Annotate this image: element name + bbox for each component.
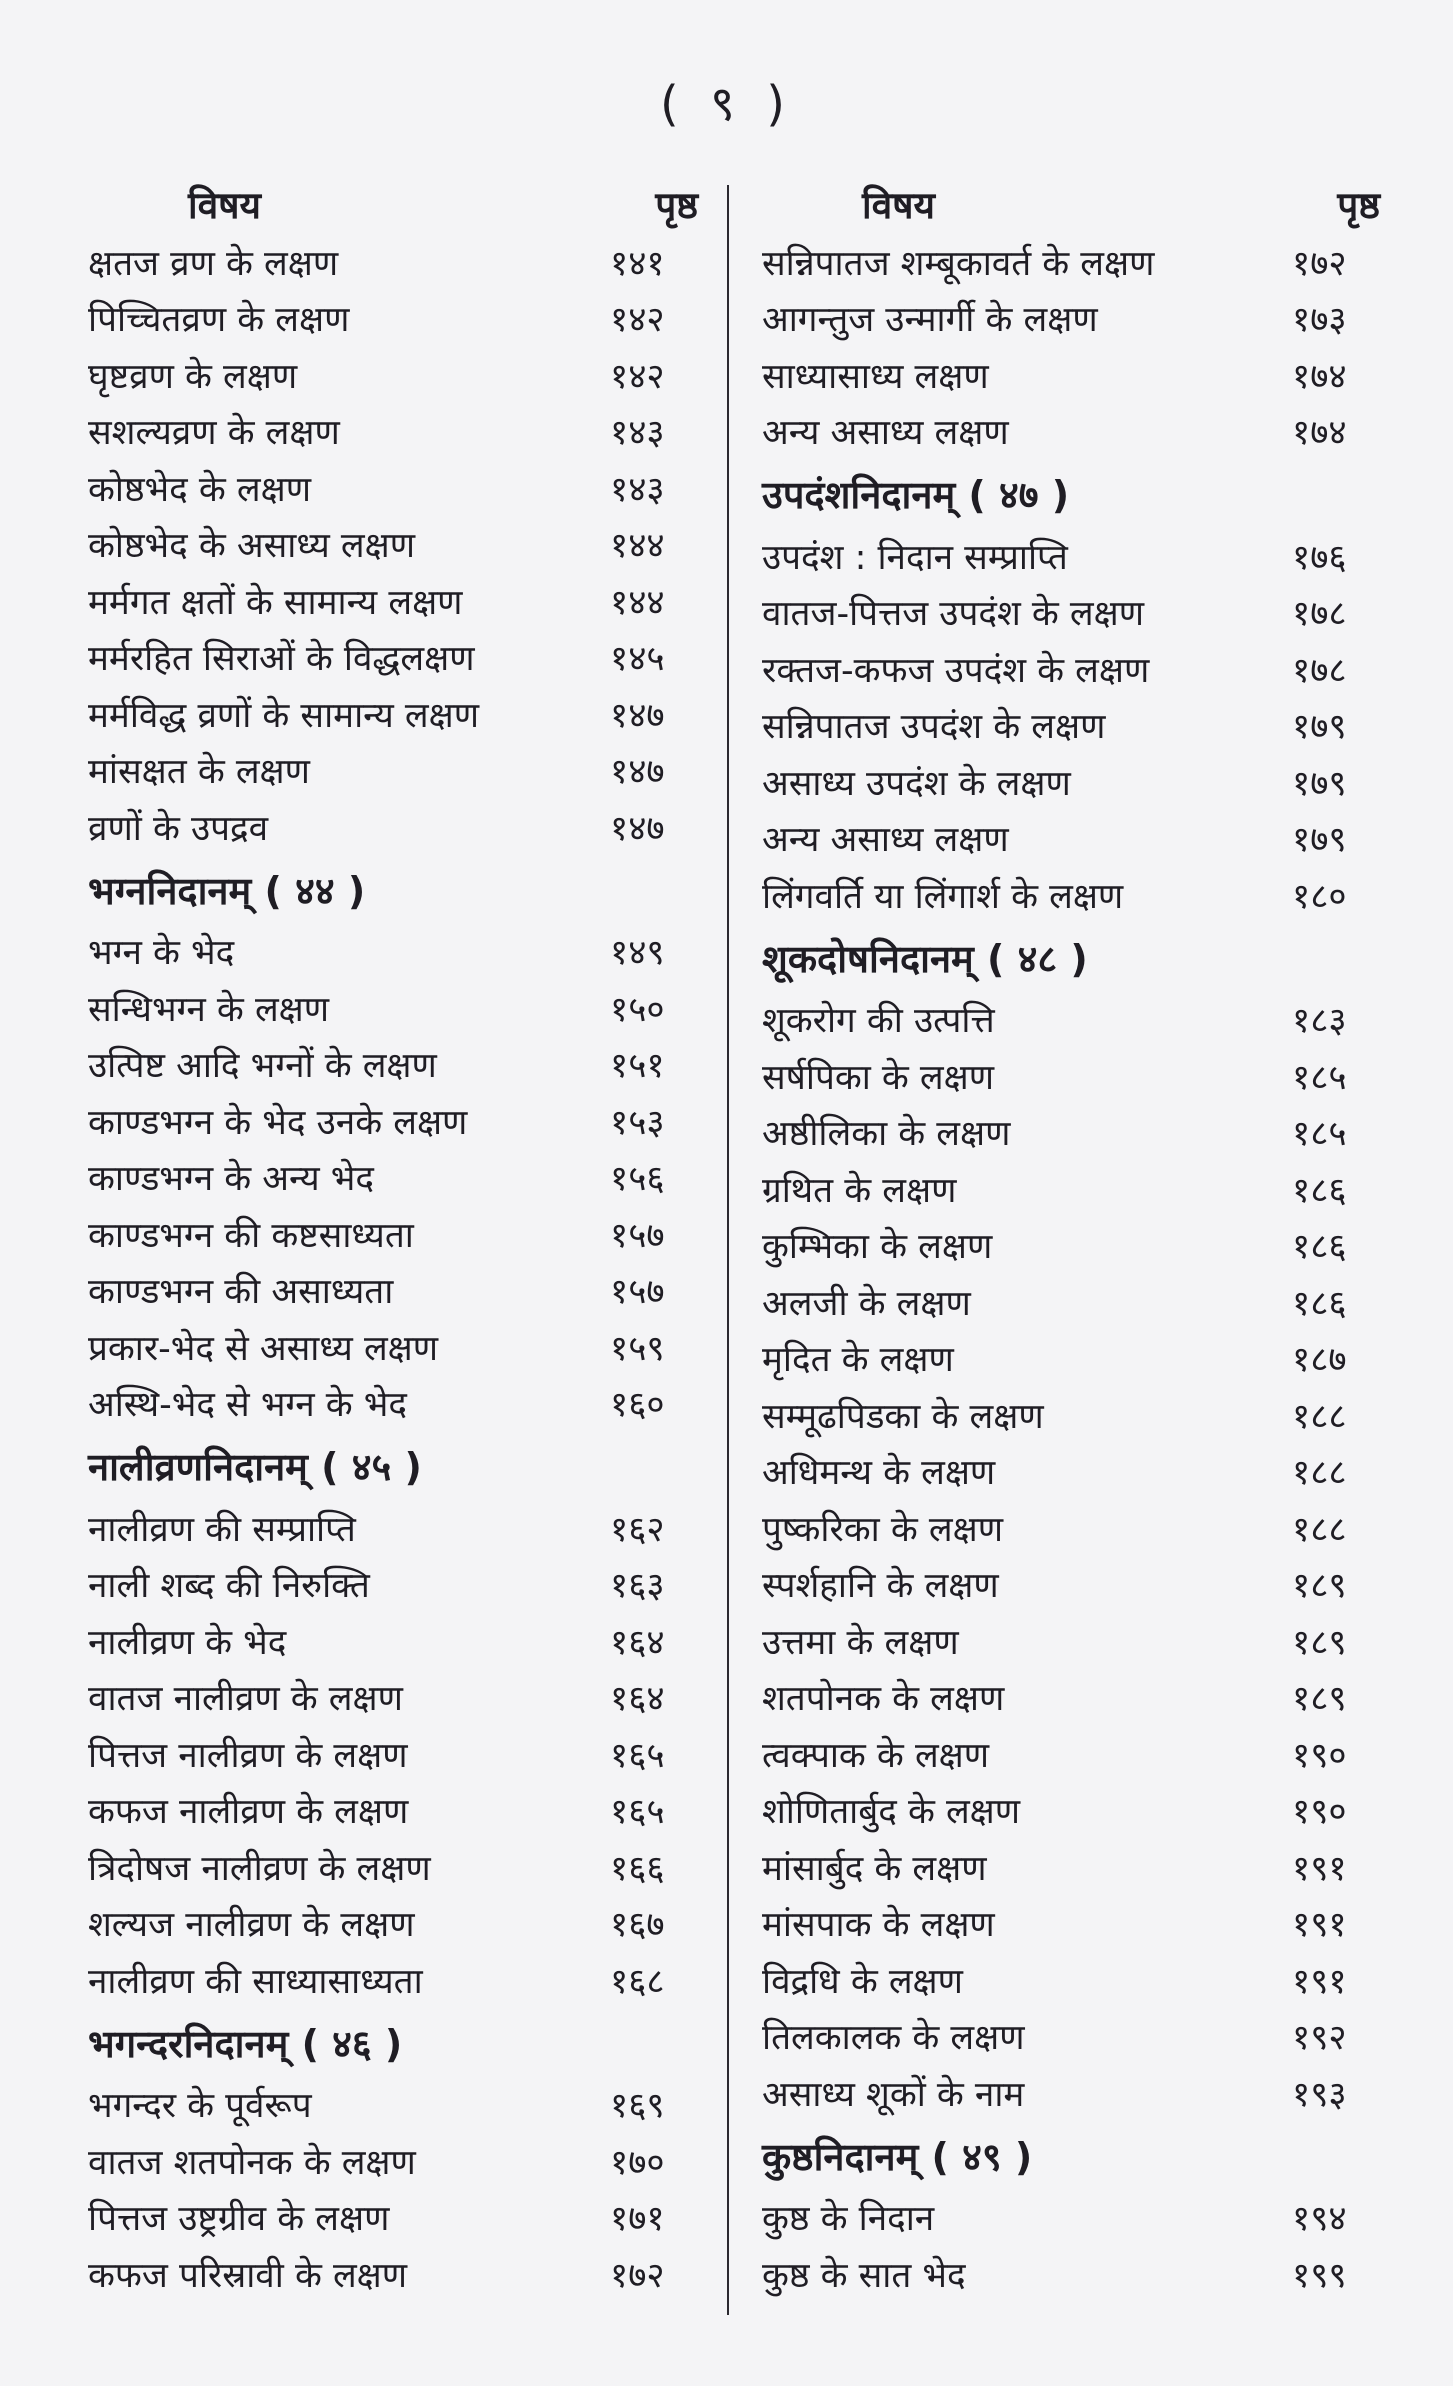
entry-title: मांसपाक के लक्षण [762,1905,995,1946]
contents-entry [88,1093,698,1150]
entry-title: त्वक्पाक के लक्षण [762,1735,990,1776]
entry-page-number: १४१ [610,243,665,284]
contents-entry [762,1500,1380,1557]
entry-title: नालीव्रण की सम्प्राप्ति [88,1509,356,1550]
entry-title: उपदंश : निदान सम्प्राप्ति [762,537,1068,578]
section-heading: कुष्ठनिदानम् ( ४९ ) [762,2134,1033,2179]
entry-title: आगन्तुज उन्मार्गी के लक्षण [762,300,1098,341]
entry-page-number: १७९ [1292,707,1347,748]
contents-entry [88,743,698,800]
entry-page-number: १७१ [610,2199,665,2240]
entry-page-number: १६९ [610,2086,665,2127]
entry-page-number: १९० [1292,1792,1347,1833]
entry-title: काण्डभग्न की कष्टसाध्यता [88,1215,414,1256]
entry-title: सन्धिभग्न के लक्षण [88,989,330,1030]
right-column [762,172,1380,2303]
page-heading: पृष्ठ [655,183,698,227]
entry-page-number: १९१ [1292,1961,1347,2002]
contents-entry [88,1783,698,1840]
entry-page-number: १९१ [1292,1848,1347,1889]
entry-title: घृष्टव्रण के लक्षण [88,356,298,397]
entry-title: स्पर्शहानि के लक्षण [762,1566,999,1607]
contents-entry [88,2133,698,2190]
entry-page-number: १४७ [610,752,665,793]
entry-title: सन्निपातज उपदंश के लक्षण [762,707,1106,748]
contents-entry [88,291,698,348]
entry-page-number: १४४ [610,582,665,623]
entry-page-number: १४५ [610,639,665,680]
contents-entry [88,2077,698,2134]
entry-page-number: १५९ [610,1328,665,1369]
entry-page-number: १५६ [610,1159,665,1200]
entry-page-number: १४३ [610,469,665,510]
entry-title: कोष्ठभेद के असाध्य लक्षण [88,526,416,567]
contents-entry [762,1557,1380,1614]
entry-title: व्रणों के उपद्रव [88,808,269,849]
entry-page-number: १४७ [610,695,665,736]
contents-entry [88,1839,698,1896]
entry-title: अन्य असाध्य लक्षण [762,413,1009,454]
entry-page-number: १८७ [1292,1340,1347,1381]
contents-entry [88,234,698,291]
entry-page-number: १८३ [1292,1001,1347,1042]
contents-entry [88,460,698,517]
entry-page-number: १९३ [1292,2074,1347,2115]
entry-title: त्रिदोषज नालीव्रण के लक्षण [88,1848,431,1889]
entry-page-number: १४४ [610,526,665,567]
contents-entry [88,1500,698,1557]
contents-entry [88,2246,698,2303]
entry-page-number: १७२ [1292,243,1347,284]
entry-title: उत्पिष्ट आदि भग्नों के लक्षण [88,1046,437,1087]
entry-title: अलजी के लक्षण [762,1283,971,1324]
entry-page-number: १६५ [610,1735,665,1776]
entry-title: ग्रथित के लक्षण [762,1170,957,1211]
entry-title: असाध्य शूकों के नाम [762,2074,1025,2115]
entry-page-number: १५३ [610,1102,665,1143]
entry-page-number: १७८ [1292,650,1347,691]
entry-title: कोष्ठभेद के लक्षण [88,469,312,510]
contents-entry [762,2246,1380,2303]
entry-page-number: १६३ [610,1566,665,1607]
entry-page-number: १५७ [610,1215,665,1256]
entry-page-number: १७९ [1292,763,1347,804]
entry-page-number: १८९ [1292,1622,1347,1663]
contents-entry [88,1952,698,2009]
contents-entry [762,404,1380,461]
left-column [88,172,698,2303]
contents-entry [762,585,1380,642]
entry-page-number: १६६ [610,1848,665,1889]
entry-title: क्षतज व्रण के लक्षण [88,243,339,284]
contents-entry [762,1783,1380,1840]
entry-title: काण्डभग्न के अन्य भेद [88,1159,374,1200]
contents-entry [762,992,1380,1049]
contents-entry [762,2009,1380,2066]
contents-entry [88,404,698,461]
entry-page-number: १७४ [1292,413,1347,454]
entry-title: सर्षपिका के लक्षण [762,1057,995,1098]
contents-entry [88,1263,698,1320]
entry-title: भगन्दर के पूर्वरूप [88,2086,312,2127]
entry-title: सम्मूढपिडका के लक्षण [762,1396,1044,1437]
entry-title: रक्तज-कफज उपदंश के लक्षण [762,650,1150,691]
contents-entry [762,1896,1380,1953]
entry-page-number: १४२ [610,356,665,397]
right-contents-list [762,234,1380,2303]
entry-page-number: १७९ [1292,820,1347,861]
entry-page-number: १५१ [610,1046,665,1087]
contents-entry [762,1105,1380,1162]
entry-page-number: १६८ [610,1961,665,2002]
entry-title: नालीव्रण की साध्यासाध्यता [88,1961,423,2002]
entry-title: शूकरोग की उत्पत्ति [762,1001,995,1042]
entry-page-number: १६४ [610,1679,665,1720]
contents-entry [762,1839,1380,1896]
entry-title: मृदित के लक्षण [762,1340,954,1381]
contents-entry [88,1613,698,1670]
entry-page-number: १७६ [1292,537,1347,578]
entry-page-number: १९९ [1292,2255,1347,2296]
contents-entry [88,347,698,404]
entry-title: मांसक्षत के लक्षण [88,752,310,793]
entry-title: मर्मरहित सिराओं के विद्धलक्षण [88,639,475,680]
entry-title: विद्रधि के लक्षण [762,1961,963,2002]
contents-entry [762,867,1380,924]
entry-title: असाध्य उपदंश के लक्षण [762,763,1071,804]
contents-entry [762,347,1380,404]
entry-page-number: १६० [610,1385,665,1426]
entry-page-number: १८९ [1292,1566,1347,1607]
entry-title: कुष्ठ के निदान [762,2199,935,2240]
page-number: ( ९ ) [660,76,793,132]
entry-title: कुम्भिका के लक्षण [762,1227,993,1268]
entry-title: अस्थि-भेद से भग्न के भेद [88,1385,408,1426]
entry-title: सन्निपातज शम्बूकावर्त के लक्षण [762,243,1155,284]
contents-entry [88,686,698,743]
entry-page-number: १९४ [1292,2199,1347,2240]
contents-entry [762,641,1380,698]
entry-page-number: १९२ [1292,2018,1347,2059]
entry-page-number: १८६ [1292,1227,1347,1268]
entry-title: काण्डभग्न की असाध्यता [88,1272,394,1313]
entry-title: पित्तज नालीव्रण के लक्षण [88,1735,408,1776]
contents-entry [88,799,698,856]
contents-entry [88,573,698,630]
contents-entry [88,517,698,574]
contents-entry [88,924,698,981]
entry-page-number: १९१ [1292,1905,1347,1946]
contents-entry [762,1726,1380,1783]
entry-title: उत्तमा के लक्षण [762,1622,959,1663]
page-heading: पृष्ठ [1337,183,1380,227]
entry-title: नाली शब्द की निरुक्ति [88,1566,370,1607]
entry-title: वातज नालीव्रण के लक्षण [88,1679,403,1720]
entry-title: शोणितार्बुद के लक्षण [762,1792,1021,1833]
entry-page-number: १७४ [1292,356,1347,397]
contents-entry [762,2190,1380,2247]
contents-entry [88,980,698,1037]
entry-title: साध्यासाध्य लक्षण [762,356,989,397]
entry-title: कुष्ठ के सात भेद [762,2255,966,2296]
subject-heading: विषय [188,183,262,227]
section-heading: भगन्दरनिदानम् ( ४६ ) [88,2021,403,2066]
entry-page-number: १४२ [610,300,665,341]
contents-entry [762,2065,1380,2122]
entry-title: अन्य असाध्य लक्षण [762,820,1009,861]
entry-title: अष्ठीलिका के लक्षण [762,1114,1011,1155]
contents-entry [762,1331,1380,1388]
entry-page-number: १८८ [1292,1453,1347,1494]
entry-page-number: १८६ [1292,1170,1347,1211]
section-heading: नालीव्रणनिदानम् ( ४५ ) [88,1445,422,1489]
contents-entry [88,1896,698,1953]
entry-title: पिच्चितव्रण के लक्षण [88,300,350,341]
contents-entry [762,1670,1380,1727]
entry-title: मर्मविद्ध व्रणों के सामान्य लक्षण [88,695,480,736]
contents-entry [762,1218,1380,1275]
contents-entry [88,1206,698,1263]
entry-page-number: १७२ [610,2255,665,2296]
entry-title: मांसार्बुद के लक्षण [762,1848,987,1889]
entry-title: प्रकार-भेद से असाध्य लक्षण [88,1328,439,1369]
right-column-header [762,172,1380,234]
contents-entry [88,1557,698,1614]
entry-title: भग्न के भेद [88,933,235,974]
left-column-header [88,172,698,234]
section-heading: भग्ननिदानम् ( ४४ ) [88,868,366,913]
section-heading: शूकदोषनिदानम् ( ४८ ) [762,936,1088,981]
contents-entry [88,1150,698,1207]
entry-page-number: १८६ [1292,1283,1347,1324]
contents-entry [762,1613,1380,1670]
entry-title: पुष्करिका के लक्षण [762,1509,1004,1550]
contents-entry [762,1387,1380,1444]
entry-title: शल्यज नालीव्रण के लक्षण [88,1905,415,1946]
entry-title: कफज परिस्रावी के लक्षण [88,2255,408,2296]
contents-entry [762,698,1380,755]
contents-entry [762,234,1380,291]
entry-page-number: १८९ [1292,1679,1347,1720]
contents-entry [762,754,1380,811]
entry-title: वातज शतपोनक के लक्षण [88,2142,416,2183]
contents-entry [88,1319,698,1376]
contents-entry [88,1376,698,1433]
entry-page-number: १८८ [1292,1509,1347,1550]
entry-title: सशल्यव्रण के लक्षण [88,413,340,454]
entry-page-number: १५७ [610,1272,665,1313]
entry-page-number: १८५ [1292,1114,1347,1155]
entry-title: शतपोनक के लक्षण [762,1679,1005,1720]
contents-entry [88,2190,698,2247]
entry-page-number: १६४ [610,1622,665,1663]
subject-heading: विषय [862,183,936,227]
contents-entry [88,1670,698,1727]
entry-page-number: १४७ [610,808,665,849]
entry-page-number: १५० [610,989,665,1030]
contents-entry [88,630,698,687]
contents-entry [762,1952,1380,2009]
entry-page-number: १८० [1292,876,1347,917]
entry-title: तिलकालक के लक्षण [762,2018,1025,2059]
contents-entry [762,1048,1380,1105]
entry-title: पित्तज उष्ट्रग्रीव के लक्षण [88,2199,390,2240]
entry-title: मर्मगत क्षतों के सामान्य लक्षण [88,582,463,623]
contents-entry [762,811,1380,868]
left-contents-list [88,234,698,2303]
entry-page-number: १९० [1292,1735,1347,1776]
entry-title: अधिमन्थ के लक्षण [762,1453,996,1494]
contents-entry [762,1161,1380,1218]
contents-entry [762,528,1380,585]
entry-title: लिंगवर्ति या लिंगार्श के लक्षण [762,876,1124,917]
entry-title: काण्डभग्न के भेद उनके लक्षण [88,1102,468,1143]
contents-entry [88,1726,698,1783]
entry-page-number: १८५ [1292,1057,1347,1098]
entry-title: नालीव्रण के भेद [88,1622,287,1663]
entry-title: कफज नालीव्रण के लक्षण [88,1792,409,1833]
entry-page-number: १४३ [610,413,665,454]
entry-page-number: १६७ [610,1905,665,1946]
column-divider [727,185,729,2315]
entry-page-number: १७० [610,2142,665,2183]
contents-entry [762,1274,1380,1331]
entry-page-number: १६२ [610,1509,665,1550]
contents-entry [88,1037,698,1094]
entry-page-number: १७३ [1292,300,1347,341]
entry-title: वातज-पित्तज उपदंश के लक्षण [762,594,1145,635]
entry-page-number: १४९ [610,933,665,974]
entry-page-number: १६५ [610,1792,665,1833]
entry-page-number: १७८ [1292,594,1347,635]
contents-entry [762,291,1380,348]
contents-entry [762,1444,1380,1501]
entry-page-number: १८८ [1292,1396,1347,1437]
section-heading: उपदंशनिदानम् ( ४७ ) [762,473,1070,517]
